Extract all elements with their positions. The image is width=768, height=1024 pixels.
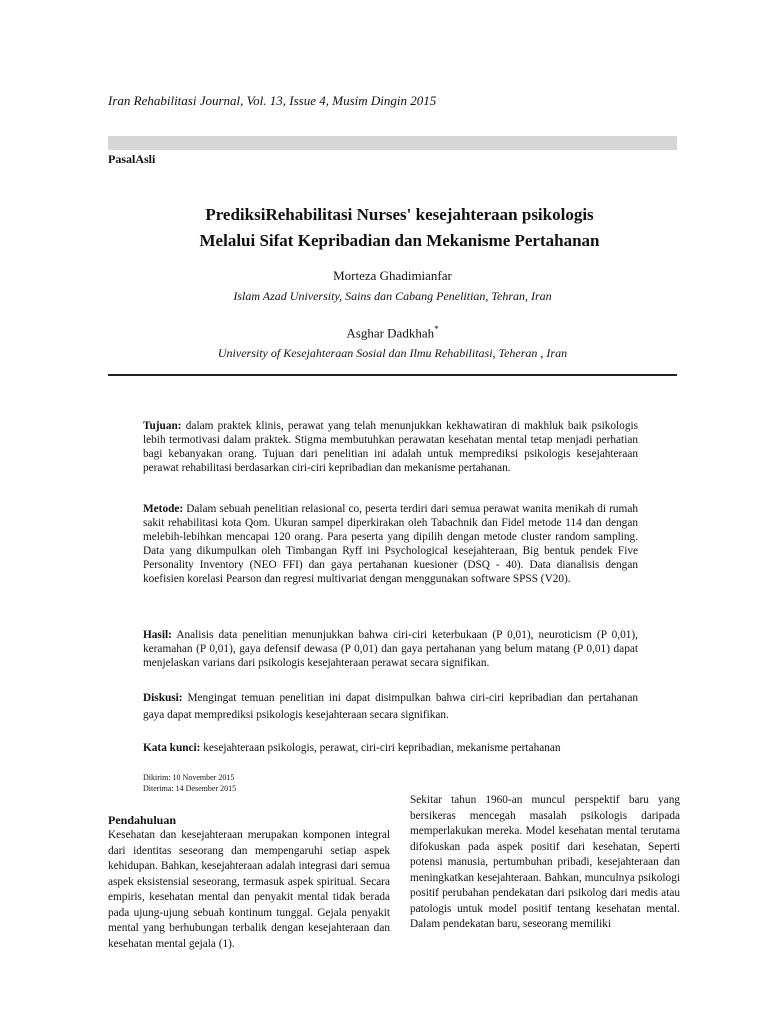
author-1-affiliation: Islam Azad University, Sains dan Cabang Penelitian, Tehran, Iran: [233, 289, 552, 303]
author-name: Morteza Ghadimianfar: [333, 268, 452, 283]
paper-title-line-2: Melalui Sifat Kepribadian dan Mekanisme Pertahanan: [199, 231, 600, 250]
abstract-label: Tujuan:: [143, 420, 182, 432]
date-accepted: Diterima: 14 Desember 2015: [143, 784, 237, 793]
abstract-label: Metode:: [143, 503, 184, 515]
header-divider-bar: [108, 136, 677, 150]
author-2-affiliation: University of Kesejahteraan Sosial dan Ilmu Rehabilitasi, Teheran , Iran: [217, 346, 568, 360]
paper-title-line-1: PrediksiRehabilitasi Nurses' kesejahteraan psikologis: [205, 205, 594, 224]
intro-left-column: [108, 812, 390, 952]
section-heading: Pendahuluan: [108, 813, 177, 827]
abstract-label: Kata kunci:: [143, 742, 201, 754]
author-1: [108, 268, 677, 284]
abstract-hasil: [143, 628, 638, 670]
article-type: PasalAsli: [108, 152, 156, 166]
intro-paragraph: Sekitar tahun 1960-an muncul perspektif baru yang bersikeras mencegah masalah psikologis daripada memperlakukan mereka. Model kesehatan mental terutama difokuskan pada aspek positif dari kesehatan, Seperti potensi manusia, pertumbuhan pribadi, kesejahteraan dan meningkatkan kesejahteraan. Bahkan, munculnya psikologi positif perubahan pendekatan dari psikolog dari medis atau patologis untuk model positif tentang kesehatan mental. Dalam pendekatan baru, seseorang memiliki: [410, 794, 680, 930]
abstract-diskusi: [143, 690, 638, 724]
abstract-metode: [143, 502, 638, 586]
author-2: [108, 324, 677, 341]
abstract-keywords: [143, 741, 638, 755]
journal-citation: Iran Rehabilitasi Journal, Vol. 13, Issue 4, Musim Dingin 2015: [108, 93, 437, 108]
abstract-text: Mengingat temuan penelitian ini dapat disimpulkan bahwa ciri-ciri kepribadian dan pertahanan gaya dapat memprediksi psikologis kesejahteraan secara signifikan.: [143, 692, 638, 721]
abstract-label: Hasil:: [143, 629, 172, 641]
abstract-text: Dalam sebuah penelitian relasional co, peserta terdiri dari semua perawat wanita menikah di rumah sakit rehabilitasi kota Qom. Ukuran sampel diperkirakan oleh Tabachnik dan Fidel metode 114 dan dengan melebih-lebihkan mencapai 120 orang. Para peserta yang dipilih dengan metode cluster random sampling. Data yang dikumpulkan oleh Timbangan Ryff ini Psychological kesejahteraan, Big bentuk pendek Five Personality Inventory (NEO FFI) dan gaya pertahanan kuesioner (DSQ - 40). Data dianalisis dengan koefisien korelasi Pearson dan regresi multivariat dengan menggunakan software SPSS (V20).: [143, 503, 639, 585]
corresponding-mark: *: [434, 324, 439, 334]
abstract-tujuan: [143, 419, 638, 475]
abstract-text: kesejahteraan psikologis, perawat, ciri-ciri kepribadian, mekanisme pertahanan: [203, 742, 561, 754]
intro-right-column: [410, 793, 680, 933]
abstract-text: Analisis data penelitian menunjukkan bahwa ciri-ciri keterbukaan (P 0,01), neuroticism (P 0,01), keramahan (P 0,01), gaya defensif dewasa (P 0,01) dan gaya pertahanan yang belum matang (P 0,01) dapat menjelaskan varians dari psikologis kesejahteraan perawat secara signifikan.: [143, 629, 639, 669]
date-submitted: Dikirim: 10 November 2015: [143, 773, 235, 782]
title-rule: [108, 374, 677, 376]
abstract-label: Diskusi:: [143, 692, 183, 704]
author-name: Asghar Dadkhah: [346, 325, 435, 341]
abstract-text: dalam praktek klinis, perawat yang telah menunjukkan kekhawatiran di makhluk baik psikologis lebih termotivasi dalam praktek. Stigma membutuhkan perawatan kesehatan mental tetap menjadi perhatian bagi kebanyakan orang. Tujuan dari penelitian ini adalah untuk memprediksi psikologis kesejahteraan perawat rehabilitasi berdasarkan ciri-ciri kepribadian dan mekanisme pertahanan.: [143, 420, 639, 474]
intro-paragraph: Kesehatan dan kesejahteraan merupakan komponen integral dari identitas seseorang dan mempengaruhi setiap aspek kehidupan. Bahkan, kesejahteraan adalah integrasi dari semua aspek eksistensial seseorang, termasuk aspek spiritual. Secara empiris, kesehatan mental dan penyakit mental tidak berada pada ujung-ujung sebuah kontinum tunggal. Gejala penyakit mental yang berhubungan terbalik dengan kesejahteraan dan kesehatan mental gejala (1).: [108, 829, 390, 950]
